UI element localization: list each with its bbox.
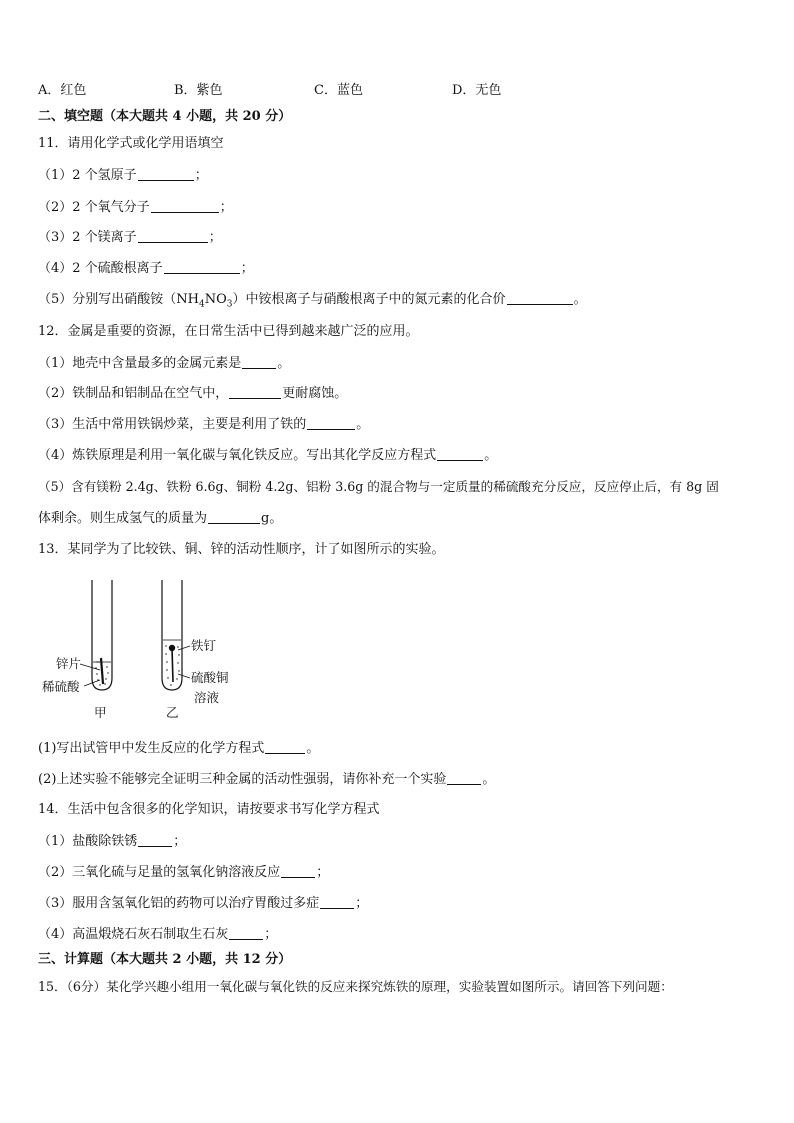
answer-blank[interactable] xyxy=(229,384,281,399)
answer-blank[interactable] xyxy=(138,228,208,243)
answer-blank[interactable] xyxy=(164,259,240,274)
q11-item-2: （2）2 个氧气分子 ； xyxy=(38,200,233,215)
q12-stem: 12．金属是重要的资源，在日常生活中已得到越来越广泛的应用。 xyxy=(38,324,419,339)
q11-item-1: （1）2 个氢原子 ； xyxy=(38,168,208,183)
cuso4-label-1: 硫酸铜 xyxy=(191,670,229,685)
q14-item-2: （2）三氧化硫与足量的氢氧化钠溶液反应 ； xyxy=(38,865,330,880)
section-heading-fill-in: 二、填空题（本大题共 4 小题，共 20 分） xyxy=(38,109,292,124)
answer-blank[interactable] xyxy=(281,863,315,878)
q12-item-1: （1）地壳中含量最多的金属元素是 。 xyxy=(38,356,291,371)
q11-item-3: （3）2 个镁离子 ； xyxy=(38,230,222,245)
answer-blank[interactable] xyxy=(151,198,219,213)
test-tube-figure xyxy=(30,574,260,724)
q14-item-4: （4）高温煅烧石灰石制取生石灰 ； xyxy=(38,927,278,942)
choice-b: B．紫色 xyxy=(174,83,223,98)
answer-blank[interactable] xyxy=(138,832,172,847)
q12-item-2: （2）铁制品和铝制品在空气中， 更耐腐蚀。 xyxy=(38,386,348,401)
q13-sub-1: (1)写出试管甲中发生反应的化学方程式 。 xyxy=(38,741,320,756)
q14-item-3: （3）服用含氢氧化铝的药物可以治疗胃酸过多症 ； xyxy=(38,896,369,911)
choice-d: D．无色 xyxy=(452,83,502,98)
q12-item-3: （3）生活中常用铁锅炒菜，主要是利用了铁的 。 xyxy=(38,417,370,432)
acid-label: 稀硫酸 xyxy=(42,679,80,694)
answer-blank[interactable] xyxy=(320,894,354,909)
test-tube-a xyxy=(92,580,112,690)
iron-nail xyxy=(172,648,173,682)
answer-blank[interactable] xyxy=(208,509,260,524)
tube-b-label: 乙 xyxy=(166,705,179,720)
q12-item-4: （4）炼铁原理是利用一氧化碳与氧化铁反应。写出其化学反应方程式 。 xyxy=(38,448,498,463)
test-tube-b xyxy=(162,580,182,690)
answer-blank[interactable] xyxy=(242,354,276,369)
q12-item-5-line2: 体剩余。则生成氢气的质量为 g。 xyxy=(38,511,283,526)
answer-blank[interactable] xyxy=(437,446,483,461)
q11-item-4: （4）2 个硫酸根离子 ； xyxy=(38,261,254,276)
nail-label: 铁钉 xyxy=(191,638,217,653)
choice-c: C．蓝色 xyxy=(314,83,363,98)
answer-blank[interactable] xyxy=(229,925,263,940)
answer-blank[interactable] xyxy=(265,739,305,754)
tube-a-label: 甲 xyxy=(94,705,107,720)
choice-a: A．红色 xyxy=(38,83,87,98)
q11-stem: 11．请用化学式或化学用语填空 xyxy=(38,136,224,151)
q12-item-5-line1: （5）含有镁粉 2.4g、铁粉 6.6g、铜粉 4.2g、铝粉 3.6g 的混合物与一定质量的稀硫酸充分反应，反应停止后，有 8g 固 xyxy=(38,479,719,494)
q11-item-5: （5）分别写出硝酸铵$(NH_4NO_3)$中铵根离子与硝酸根离子中的氮元素的化合价 。 xyxy=(38,292,587,310)
answer-blank[interactable] xyxy=(307,415,355,430)
q13-sub-2: (2)上述实验不能够完全证明三种金属的活动性强弱，请你补充一个实验 。 xyxy=(38,772,496,787)
answer-blank[interactable] xyxy=(447,770,481,785)
answer-blank[interactable] xyxy=(507,290,573,305)
cuso4-label-2: 溶液 xyxy=(194,690,220,705)
section-heading-calculation: 三、计算题（本大题共 2 小题，共 12 分） xyxy=(38,952,292,967)
q13-stem: 13．某同学为了比较铁、铜、锌的活动性顺序，计了如图所示的实验。 xyxy=(38,542,445,557)
q14-stem: 14．生活中包含很多的化学知识，请按要求书写化学方程式 xyxy=(38,802,380,817)
q14-item-1: （1）盐酸除铁锈 ； xyxy=(38,834,187,849)
answer-blank[interactable] xyxy=(138,166,194,181)
zinc-label: 锌片 xyxy=(56,656,82,671)
q15-stem: 15．（6分）某化学兴趣小组用一氧化碳与氧化铁的反应来探究炼铁的原理，实验装置如图所示。请回答下列问题： xyxy=(38,979,673,994)
